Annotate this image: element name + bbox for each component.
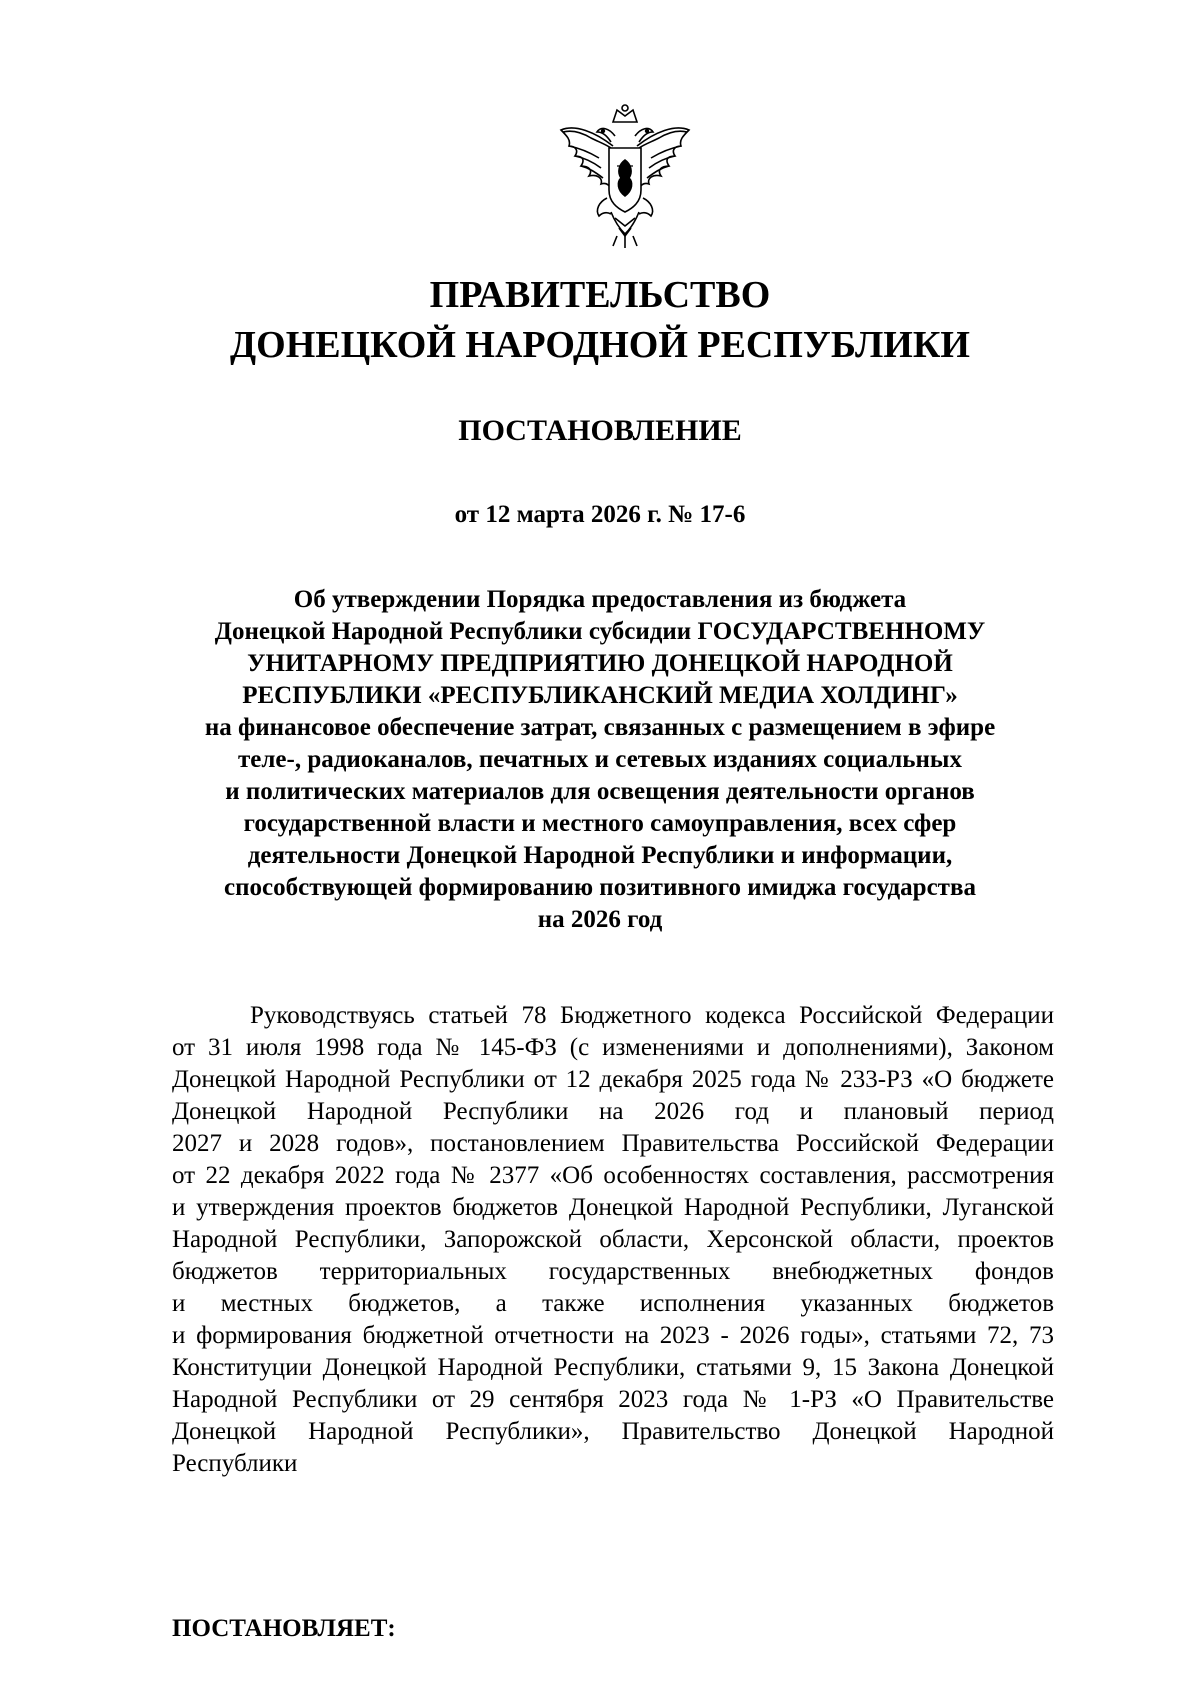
resolves-heading: ПОСТАНОВЛЯЕТ: (172, 1615, 396, 1642)
preamble-line: Донецкой Народной Республики», Правительство Донецкой Народной (172, 1418, 1054, 1445)
subject-line: деятельности Донецкой Народной Республики и информации, (247, 842, 953, 869)
subject-line: теле-, радиоканалов, печатных и сетевых изданиях социальных (238, 746, 962, 773)
subject-line: на финансовое обеспечение затрат, связанных с размещением в эфире (204, 714, 996, 741)
subject-line: УНИТАРНОМУ ПРЕДПРИЯТИЮ ДОНЕЦКОЙ НАРОДНОЙ (247, 650, 953, 677)
government-title-line: ПРАВИТЕЛЬСТВО (429, 274, 771, 316)
preamble-line: Руководствуясь статьей 78 Бюджетного кодекса Российской Федерации (250, 1002, 1054, 1029)
preamble-line: Донецкой Народной Республики от 12 декабря 2025 года № 233-РЗ «О бюджете (172, 1066, 1054, 1093)
preamble-line: Донецкой Народной Республики на 2026 год и плановый период (172, 1098, 1054, 1125)
preamble-line: и формирования бюджетной отчетности на 2023 - 2026 годы», статьями 72, 73 (172, 1322, 1054, 1349)
preamble-line: и местных бюджетов, а также исполнения указанных бюджетов (172, 1290, 1054, 1317)
subject-line: государственной власти и местного самоуправления, всех сфер (243, 810, 957, 837)
coat-of-arms-icon (555, 102, 695, 250)
preamble-line: и утверждения проектов бюджетов Донецкой Народной Республики, Луганской (172, 1194, 1054, 1221)
subject-line: РЕСПУБЛИКИ «РЕСПУБЛИКАНСКИЙ МЕДИА ХОЛДИНГ» (242, 682, 958, 709)
subject-line: на 2026 год (537, 906, 663, 933)
subject-line: Об утверждении Порядка предоставления из бюджета (293, 586, 907, 613)
preamble-paragraph (172, 1000, 1054, 1480)
preamble-line: от 31 июля 1998 года № 145-ФЗ (с изменениями и дополнениями), Законом (172, 1034, 1054, 1061)
government-title (0, 270, 1200, 370)
preamble-line: Народной Республики, Запорожской области, Херсонской области, проектов (172, 1226, 1054, 1253)
document-subject (150, 584, 1050, 936)
preamble-line: Республики (172, 1450, 298, 1477)
subject-line: способствующей формированию позитивного имиджа государства (224, 874, 976, 901)
preamble-line: Конституции Донецкой Народной Республики, статьями 9, 15 Закона Донецкой (172, 1354, 1054, 1381)
document-date-number: от 12 марта 2026 г. № 17-6 (454, 501, 746, 528)
preamble-line: бюджетов территориальных государственных внебюджетных фондов (172, 1258, 1054, 1285)
preamble-line: Народной Республики от 29 сентября 2023 года № 1-РЗ «О Правительстве (172, 1386, 1054, 1413)
government-title-line: ДОНЕЦКОЙ НАРОДНОЙ РЕСПУБЛИКИ (230, 324, 970, 366)
subject-line: Донецкой Народной Республики субсидии ГОСУДАРСТВЕННОМУ (214, 618, 986, 645)
preamble-line: 2027 и 2028 годов», постановлением Правительства Российской Федерации (172, 1130, 1054, 1157)
subject-line: и политических материалов для освещения деятельности органов (225, 778, 975, 805)
preamble-line: от 22 декабря 2022 года № 2377 «Об особенностях составления, рассмотрения (172, 1162, 1054, 1189)
document-type: ПОСТАНОВЛЕНИЕ (458, 414, 742, 447)
